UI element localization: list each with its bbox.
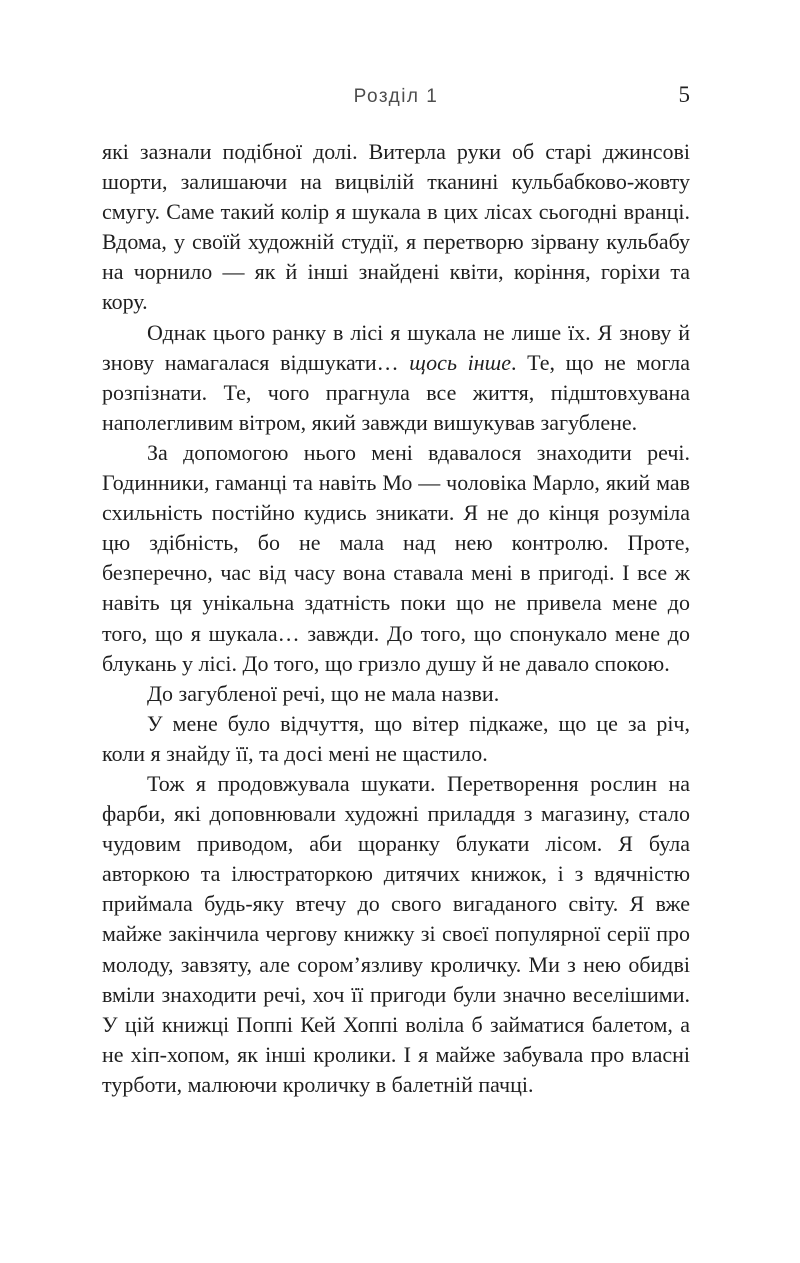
page-number: 5: [678, 82, 690, 107]
paragraph-6-text: Тож я продовжувала шукати. Перетворення рослин на фарби, які доповнювали художні приладдя з магазину, стало чудовим приводом, аби щоранку блукати лісом. Я була авторкою та ілюстраторкою дитячих книжок, і з вдячністю приймала будь-яку втечу до свого вигаданого світу. Я вже майже закінчила чергову книжку зі своєї популярної серії про молоду, завзяту, але сором’язливу кроличку. Ми з нею обидві вміли знаходити речі, хоч її пригоди були значно веселішими. У цій книжці Поппі Кей Хоппі воліла б займатися балетом, а не хіп-хопом, як інші кролики. І я майже забувала про власні турботи, малюючи кроличку в балетній пачці.: [102, 770, 690, 1097]
chapter-heading: Розділ 1: [353, 86, 439, 107]
paragraph-3: [102, 438, 690, 679]
body-text: [102, 137, 690, 1100]
paragraph-3-text: За допомогою нього мені вдавалося знаходити речі. Годинники, гаманці та навіть Мо — чоловіка Марло, який мав схильність постійно кудись зникати. Я не до кінця розуміла цю здібність, бо не мала над нею контролю. Проте, безперечно, час від часу вона ставала мені в пригоді. І все ж навіть ця унікальна здатність поки що не привела мене до того, що я шукала… завжди. До того, що спонукало мене до блукань у лісі. До того, що гризло душу й не давало спокою.: [102, 439, 690, 676]
paragraph-4: [102, 679, 690, 709]
paragraph-2-text-pre: Однак цього ранку в лісі я шукала не лише їх. Я знову й знову намагалася відшукати…: [102, 319, 690, 375]
page-header: [102, 84, 690, 110]
paragraph-1: [102, 137, 690, 318]
paragraph-6: [102, 769, 690, 1100]
paragraph-1-text: які зазнали подібної долі. Витерла руки об старі джинсові шорти, залишаючи на вицвілій тканині кульбабково-жовту смугу. Саме такий колір я шукала в цих лісах сьогодні вранці. Вдома, у своїй художній студії, я перетворю зірвану кульбабу на чорнило — як й інші знайдені квіти, коріння, горіхи та кору.: [102, 139, 690, 315]
paragraph-2: [102, 318, 690, 438]
paragraph-2-text-post: . Те, що не могла розпізнати. Те, чого прагнула все життя, підштовхувана наполегливим вітром, який завжди вишукував загублене.: [102, 349, 690, 435]
emphasized-phrase: щось інше: [409, 349, 511, 375]
paragraph-5: [102, 709, 690, 769]
paragraph-4-text: До загубленої речі, що не мала назви.: [147, 680, 500, 706]
paragraph-5-text: У мене було відчуття, що вітер підкаже, що це за річ, коли я знайду її, та досі мені не щастило.: [102, 710, 690, 766]
